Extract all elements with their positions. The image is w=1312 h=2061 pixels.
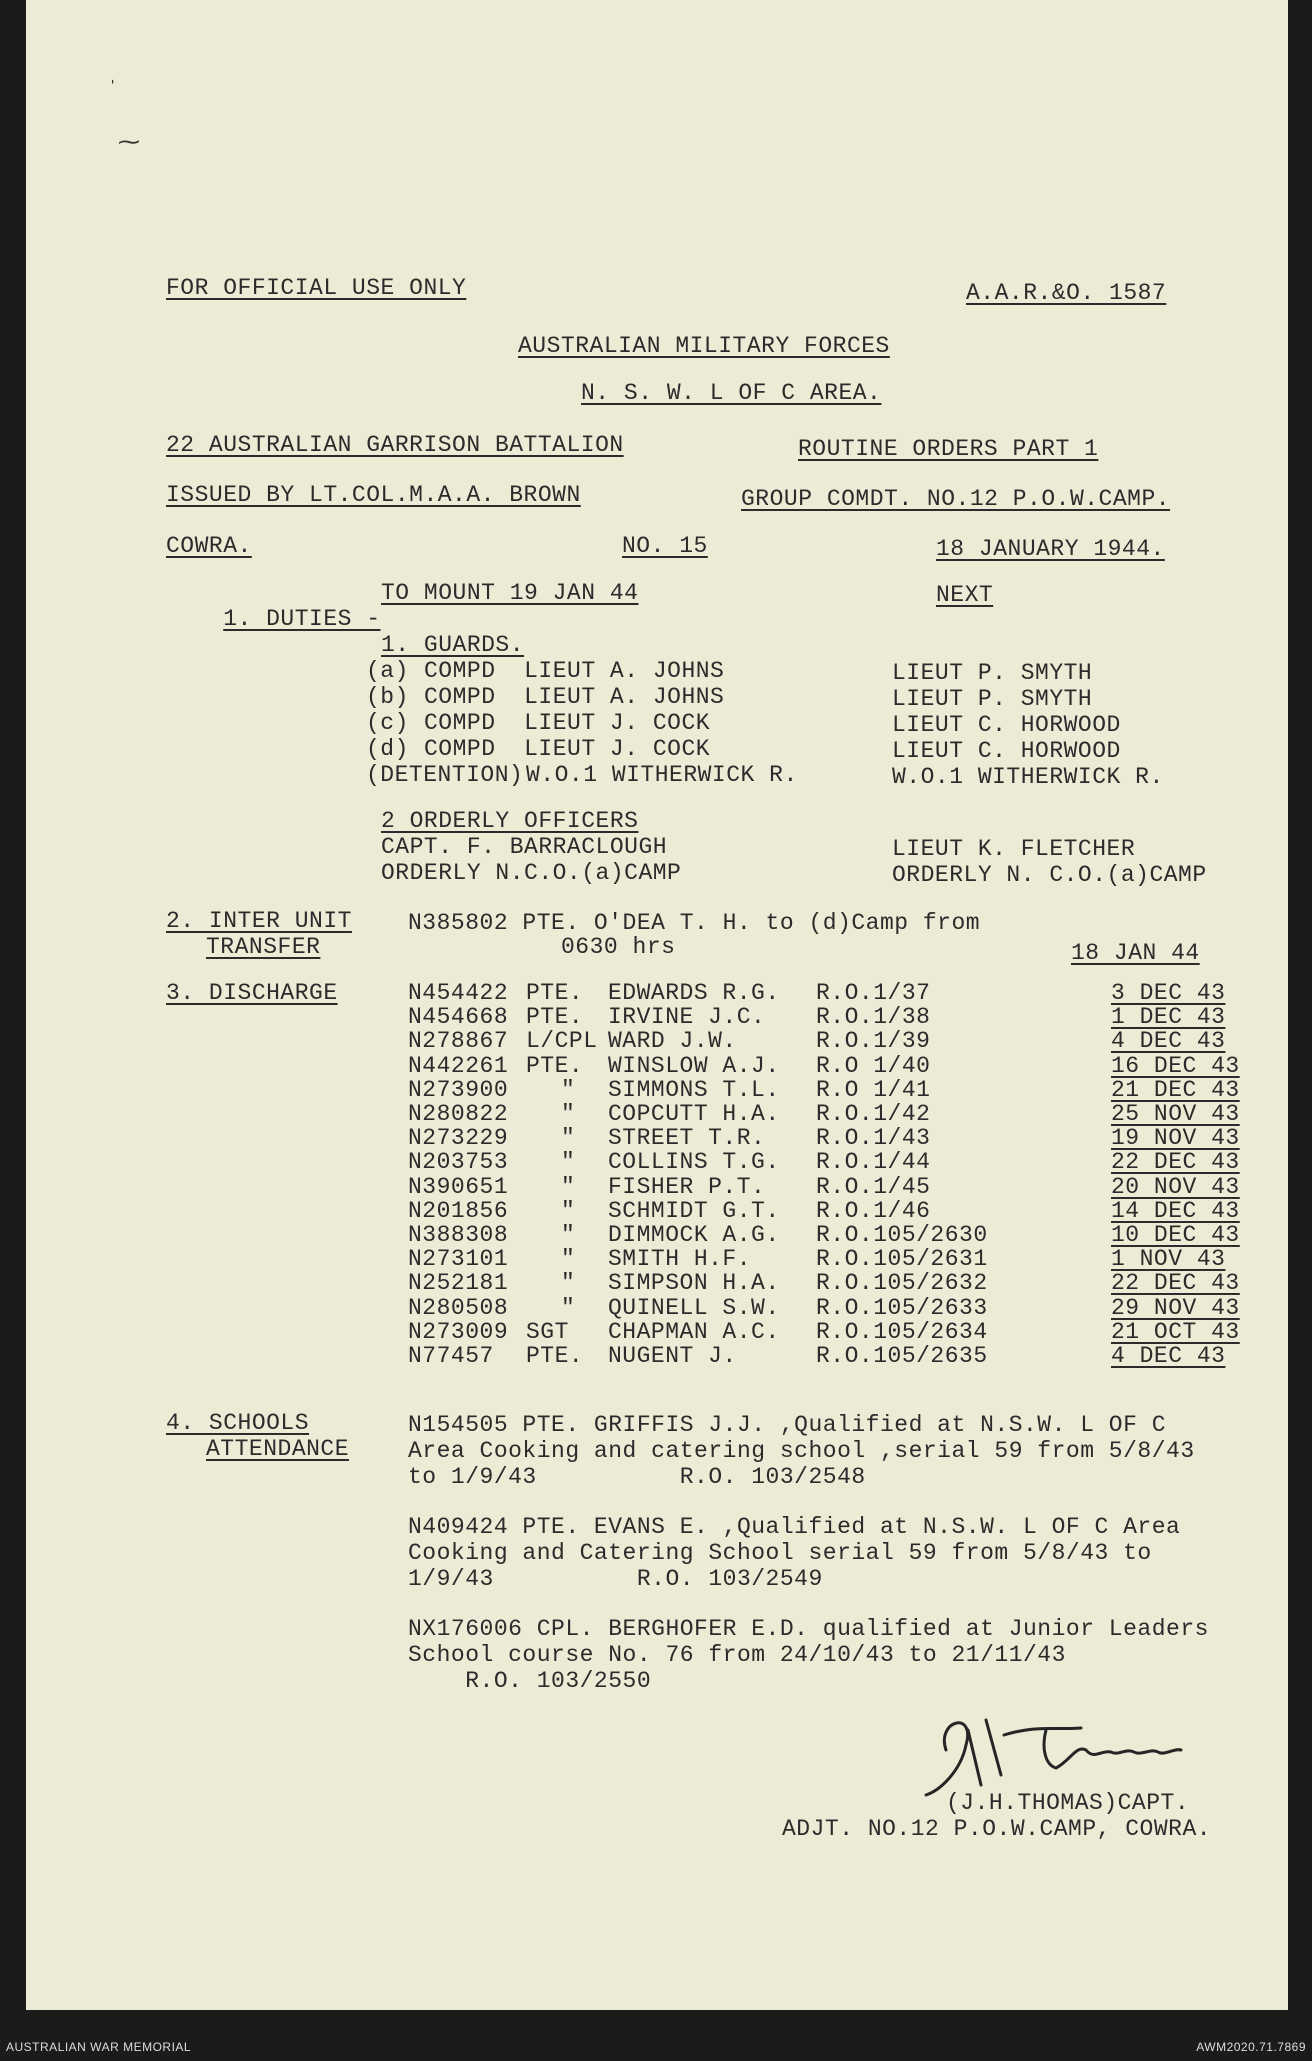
discharge-date: 4 DEC 43 (1111, 1028, 1226, 1055)
discharge-ro: R.O.105/2635 (816, 1343, 988, 1369)
transfer-date: 18 JAN 44 (1071, 940, 1200, 966)
transfer-line: 0630 hrs (561, 934, 676, 960)
discharge-date: 22 DEC 43 (1111, 1149, 1240, 1176)
discharge-name: SIMPSON H.A. (608, 1270, 780, 1297)
discharge-name: COPCUTT H.A. (608, 1101, 780, 1127)
guard-line: W.O.1 WITHERWICK R. (526, 762, 798, 788)
guard-next: LIEUT P. SMYTH (892, 660, 1093, 686)
discharge-ro: R.O.1/37 (816, 980, 931, 1006)
discharge-name: QUINELL S.W. (608, 1294, 780, 1321)
discharge-number: N454668 (408, 1004, 509, 1031)
discharge-ro: R.O.105/2632 (816, 1270, 988, 1297)
transfer-line: N385802 PTE. O'DEA T. H. to (d)Camp from (408, 910, 981, 936)
discharge-rank: PTE. (526, 980, 584, 1006)
order-date: 18 JANUARY 1944. (936, 536, 1165, 562)
duties-mount: TO MOUNT 19 JAN 44 (381, 580, 639, 606)
guard-next: LIEUT P. SMYTH (892, 686, 1093, 712)
discharge-name: STREET T.R. (608, 1125, 766, 1152)
signature-name: (J.H.THOMAS)CAPT. (946, 1790, 1190, 1816)
discharge-number: N273101 (408, 1246, 509, 1273)
discharge-number: N273900 (408, 1076, 509, 1103)
document-page (26, 0, 1288, 2010)
schools-entry-line: School course No. 76 from 24/10/43 to 21/11/43 (408, 1642, 1066, 1668)
discharge-ro: R.O.105/2630 (816, 1222, 988, 1248)
schools-entry-line: N409424 PTE. EVANS E. ,Qualified at N.S.W. L OF C Area (408, 1514, 1181, 1540)
discharge-name: SCHMIDT G.T. (608, 1197, 780, 1224)
classification-label: FOR OFFICIAL USE ONLY (166, 275, 467, 301)
discharge-rank: " (561, 1222, 576, 1248)
schools-label: 4. SCHOOLS (166, 1410, 310, 1436)
discharge-ro: R.O.1/44 (816, 1149, 931, 1176)
discharge-rank: " (561, 1101, 576, 1127)
discharge-name: EDWARDS R.G. (608, 980, 780, 1006)
discharge-date: 14 DEC 43 (1111, 1197, 1240, 1224)
signature-title: ADJT. NO.12 P.O.W.CAMP, COWRA. (782, 1816, 1212, 1842)
discharge-ro: R.O.1/45 (816, 1173, 931, 1200)
discharge-number: N278867 (408, 1028, 509, 1055)
discharge-name: DIMMOCK A.G. (608, 1222, 780, 1248)
discharge-name: WARD J.W. (608, 1028, 737, 1055)
schools-label: ATTENDANCE (206, 1436, 350, 1462)
order-number: NO. 15 (622, 533, 708, 559)
margin-mark: ⁓ (118, 131, 140, 156)
guard-line: COMPD LIEUT A. JOHNS (424, 684, 725, 710)
footer-credit: AUSTRALIAN WAR MEMORIAL (6, 2040, 192, 2054)
discharge-ro: R.O.105/2631 (816, 1246, 988, 1273)
discharge-date: 1 NOV 43 (1111, 1246, 1226, 1273)
schools-entry-line: R.O. 103/2550 (408, 1668, 652, 1694)
discharge-date: 16 DEC 43 (1111, 1052, 1240, 1079)
discharge-ro: R.O.1/42 (816, 1101, 931, 1127)
schools-entry-line: to 1/9/43 R.O. 103/2548 (408, 1464, 866, 1490)
schools-entry-line: N154505 PTE. GRIFFIS J.J. ,Qualified at N.S.W. L OF C (408, 1412, 1167, 1438)
discharge-number: N454422 (408, 980, 509, 1006)
discharge-date: 3 DEC 43 (1111, 980, 1226, 1006)
orderly-nco: ORDERLY N.C.O.(a)CAMP (381, 860, 682, 886)
guard-next: LIEUT C. HORWOOD (892, 712, 1121, 738)
discharge-rank: " (561, 1294, 576, 1321)
guard-mark: (DETENTION) (366, 762, 524, 788)
orders-title: ROUTINE ORDERS PART 1 (798, 436, 1099, 462)
discharge-name: SMITH H.F. (608, 1246, 752, 1273)
discharge-number: N280822 (408, 1101, 509, 1127)
discharge-date: 21 OCT 43 (1111, 1318, 1240, 1345)
discharge-name: NUGENT J. (608, 1343, 737, 1369)
discharge-date: 25 NOV 43 (1111, 1101, 1240, 1127)
guard-mark: (b) (366, 684, 409, 710)
discharge-date: 19 NOV 43 (1111, 1125, 1240, 1152)
discharge-rank: " (561, 1149, 576, 1176)
transfer-label: TRANSFER (206, 934, 321, 960)
margin-mark: ˈ (106, 78, 120, 103)
discharge-ro: R.O 1/41 (816, 1076, 931, 1103)
orderly-nco-next: ORDERLY N. C.O.(a)CAMP (892, 862, 1207, 888)
footer-reference: AWM2020.71.7869 (1196, 2040, 1306, 2054)
discharge-ro: R.O.1/43 (816, 1125, 931, 1152)
discharge-ro: R.O.1/46 (816, 1197, 931, 1224)
discharge-number: N77457 (408, 1343, 494, 1369)
discharge-name: SIMMONS T.L. (608, 1076, 780, 1103)
guard-next: W.O.1 WITHERWICK R. (892, 764, 1164, 790)
discharge-name: COLLINS T.G. (608, 1149, 780, 1176)
discharge-rank: " (561, 1076, 576, 1103)
discharge-date: 29 NOV 43 (1111, 1294, 1240, 1321)
duties-heading (166, 580, 381, 658)
transfer-label: 2. INTER UNIT (166, 908, 352, 934)
unit-title: 22 AUSTRALIAN GARRISON BATTALION (166, 432, 624, 458)
discharge-rank: " (561, 1125, 576, 1152)
discharge-number: N201856 (408, 1197, 509, 1224)
discharge-rank: PTE. (526, 1004, 584, 1031)
discharge-rank: PTE. (526, 1052, 584, 1079)
discharge-rank: SGT (526, 1318, 569, 1345)
orderly-officer: CAPT. F. BARRACLOUGH (381, 834, 668, 860)
discharge-name: CHAPMAN A.C. (608, 1318, 780, 1345)
guard-mark: (a) (366, 658, 409, 684)
guards-title: 1. GUARDS. (381, 632, 525, 658)
guard-next: LIEUT C. HORWOOD (892, 738, 1121, 764)
discharge-rank: PTE. (526, 1343, 584, 1369)
guard-line: COMPD LIEUT J. COCK (424, 710, 711, 736)
discharge-number: N280508 (408, 1294, 509, 1321)
schools-entry-line: Cooking and Catering School serial 59 from 5/8/43 to (408, 1540, 1152, 1566)
discharge-number: N203753 (408, 1149, 509, 1176)
issued-by: ISSUED BY LT.COL.M.A.A. BROWN (166, 482, 581, 508)
discharge-rank: " (561, 1270, 576, 1297)
schools-entry-line: 1/9/43 R.O. 103/2549 (408, 1566, 823, 1592)
discharge-rank: " (561, 1173, 576, 1200)
orderly-officers-title: 2 ORDERLY OFFICERS (381, 808, 639, 834)
duties-label: 1. DUTIES - (223, 606, 381, 632)
discharge-name: WINSLOW A.J. (608, 1052, 780, 1079)
guard-line: COMPD LIEUT A. JOHNS (424, 658, 725, 684)
discharge-name: IRVINE J.C. (608, 1004, 766, 1031)
discharge-rank: L/CPL (526, 1028, 598, 1055)
guard-mark: (c) (366, 710, 409, 736)
discharge-date: 20 NOV 43 (1111, 1173, 1240, 1200)
discharge-rank: " (561, 1197, 576, 1224)
discharge-name: FISHER P.T. (608, 1173, 766, 1200)
order-reference: A.A.R.&O. 1587 (966, 280, 1167, 306)
orderly-officer-next: LIEUT K. FLETCHER (892, 836, 1136, 862)
discharge-date: 1 DEC 43 (1111, 1004, 1226, 1031)
discharge-number: N252181 (408, 1270, 509, 1297)
discharge-rank: " (561, 1246, 576, 1273)
group-commandant: GROUP COMDT. NO.12 P.O.W.CAMP. (741, 486, 1171, 512)
duties-next: NEXT (936, 582, 994, 608)
discharge-ro: R.O.1/39 (816, 1028, 931, 1055)
discharge-date: 10 DEC 43 (1111, 1222, 1240, 1248)
guard-mark: (d) (366, 736, 409, 762)
schools-entry-line: Area Cooking and catering school ,serial 59 from 5/8/43 (408, 1438, 1195, 1464)
discharge-ro: R.O.1/38 (816, 1004, 931, 1031)
discharge-number: N388308 (408, 1222, 509, 1248)
discharge-date: 4 DEC 43 (1111, 1343, 1226, 1369)
discharge-number: N390651 (408, 1173, 509, 1200)
discharge-date: 21 DEC 43 (1111, 1076, 1240, 1103)
discharge-ro: R.O.105/2634 (816, 1318, 988, 1345)
organisation-title: AUSTRALIAN MILITARY FORCES (518, 333, 890, 359)
schools-entry-line: NX176006 CPL. BERGHOFER E.D. qualified at Junior Leaders (408, 1616, 1209, 1642)
discharge-date: 22 DEC 43 (1111, 1270, 1240, 1297)
discharge-number: N273009 (408, 1318, 509, 1345)
area-title: N. S. W. L OF C AREA. (581, 380, 882, 406)
discharge-number: N273229 (408, 1125, 509, 1152)
location: COWRA. (166, 533, 252, 559)
discharge-ro: R.O 1/40 (816, 1052, 931, 1079)
discharge-label: 3. DISCHARGE (166, 980, 338, 1006)
discharge-number: N442261 (408, 1052, 509, 1079)
discharge-ro: R.O.105/2633 (816, 1294, 988, 1321)
guard-line: COMPD LIEUT J. COCK (424, 736, 711, 762)
